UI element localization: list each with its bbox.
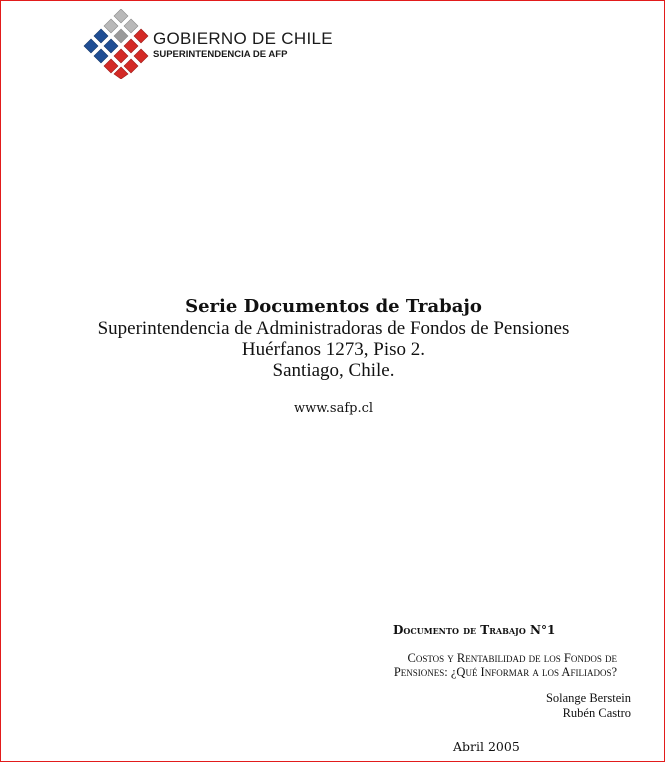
author-name: Solange Berstein bbox=[545, 691, 631, 705]
address-line: Huérfanos 1273, Piso 2. bbox=[241, 339, 426, 360]
author-name: Rubén Castro bbox=[562, 706, 631, 720]
authors-list bbox=[431, 691, 631, 721]
cover-header bbox=[1, 296, 665, 381]
logo-name: GOBIERNO DE CHILE bbox=[153, 29, 333, 48]
logo-emblem-icon bbox=[81, 9, 151, 79]
document-number: Documento de Trabajo N°1 bbox=[393, 623, 556, 637]
document-title-line-2: Pensiones: ¿Qué Informar a los Afiliados? bbox=[393, 665, 617, 679]
government-logo bbox=[81, 9, 333, 79]
document-title-line-1: Costos y Rentabilidad de los Fondos de bbox=[407, 651, 617, 665]
logo-subtitle: SUPERINTENDENCIA DE AFP bbox=[153, 49, 288, 60]
institution-name: Superintendencia de Administradoras de Fondos de Pensiones bbox=[97, 318, 570, 339]
document-title bbox=[341, 651, 617, 679]
series-title: Serie Documentos de Trabajo bbox=[185, 296, 482, 317]
city-line: Santiago, Chile. bbox=[272, 360, 395, 381]
publication-date: Abril 2005 bbox=[453, 739, 520, 754]
website-link[interactable]: www.safp.cl bbox=[293, 401, 374, 416]
